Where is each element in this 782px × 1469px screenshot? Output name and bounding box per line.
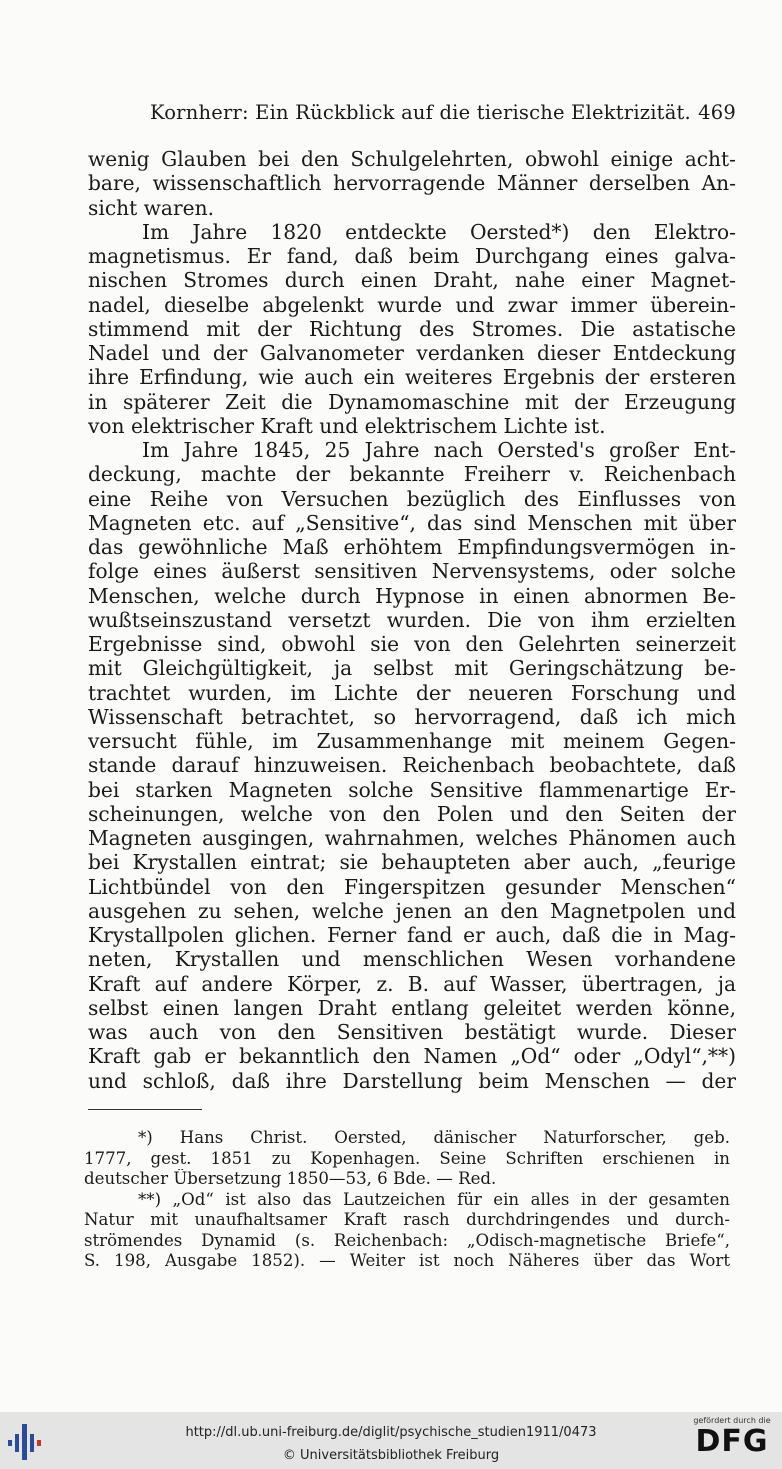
text-line: Menschen, welche durch Hypnose in einen abnormen Be- — [88, 583, 736, 608]
text-line: was auch von den Sensitiven bestätigt wurde. Dieser — [88, 1020, 736, 1044]
text-line: Kraft gab er bekanntlich den Namen „Od“ oder „Odyl“,**) — [88, 1044, 736, 1069]
dfg-logo-text: DFG — [695, 1424, 769, 1459]
footnote-line: Natur mit unaufhaltsamer Kraft rasch durchdringendes und durch- — [84, 1210, 730, 1229]
text-line: scheinungen, welche von den Polen und den Seiten der — [88, 801, 736, 826]
text-line: bare, wissenschaftlich hervorragende Männer derselben An- — [88, 171, 736, 196]
text-line: in späterer Zeit die Dynamomaschine mit der Erzeugung — [88, 389, 736, 414]
dfg-caption: gefördert durch die — [693, 1416, 771, 1425]
text-line: wußtseinszustand versetzt wurden. Die von ihm erzielten — [88, 607, 736, 632]
text-line: Krystallpolen glichen. Ferner fand er auch, daß die in Mag- — [88, 923, 736, 947]
text-line: von elektrischer Kraft und elektrischem Lichte ist. — [88, 413, 606, 438]
text-line: mit Gleichgültigkeit, ja selbst mit Geringschätzung be- — [88, 656, 736, 681]
footnote-line: **) „Od“ ist also das Lautzeichen für ein alles in der gesamten — [138, 1189, 730, 1209]
viewer-footer — [0, 1412, 782, 1469]
text-line: Magneten ausgingen, wahrnahmen, welches Phänomen auch — [88, 826, 736, 850]
text-line: nischen Stromes durch einen Draht, nahe einer Magnet- — [88, 268, 736, 293]
copyright-notice: © Universitätsbibliothek Freiburg — [282, 1448, 500, 1463]
footnotes — [84, 1128, 730, 1272]
text-line: Im Jahre 1845, 25 Jahre nach Oersted's großer Ent- — [142, 438, 736, 462]
text-line: trachtet wurden, im Lichte der neueren Forschung und — [88, 680, 736, 705]
text-line: Nadel und der Galvanometer verdanken dieser Entdeckung — [88, 341, 736, 365]
text-line: wenig Glauben bei den Schulgelehrten, obwohl einige acht- — [88, 147, 736, 171]
page-number: 469 — [698, 101, 736, 124]
text-line: ihre Erfindung, wie auch ein weiteres Ergebnis der ersteren — [88, 365, 736, 390]
running-title: Kornherr: Ein Rückblick auf die tierische Elektrizität. — [150, 101, 691, 124]
text-line: Kraft auf andere Körper, z. B. auf Wasser, übertragen, ja — [88, 971, 736, 996]
text-line: stande darauf hinzuweisen. Reichenbach beobachtete, daß — [88, 753, 736, 778]
text-line: und schloß, daß ihre Darstellung beim Menschen — der — [88, 1068, 736, 1093]
text-line: Magneten etc. auf „Sensitive“, das sind Menschen mit über — [88, 510, 736, 535]
text-line: stimmend mit der Richtung des Stromes. Die astatische — [88, 316, 736, 341]
footnote-divider — [88, 1109, 202, 1110]
text-line: eine Reihe von Versuchen bezüglich des Einflusses von — [88, 486, 736, 511]
footnote-line: *) Hans Christ. Oersted, dänischer Naturforscher, geb. — [138, 1128, 730, 1147]
text-line: ausgehen zu sehen, welche jenen an den Magnetpolen und — [88, 898, 736, 923]
footnote-line: 1777, gest. 1851 zu Kopenhagen. Seine Schriften erschienen in — [84, 1148, 730, 1168]
text-line: das gewöhnliche Maß erhöhtem Empfindungsvermögen in- — [88, 535, 736, 559]
footnote-line: deutscher Übersetzung 1850—53, 6 Bde. — Red. — [84, 1169, 497, 1188]
running-header — [150, 101, 740, 124]
dfg-logo — [692, 1416, 772, 1466]
text-line: sicht waren. — [88, 195, 214, 220]
text-line: Wissenschaft betrachtet, so hervorragend, daß ich mich — [88, 704, 736, 729]
footnote-line: strömendes Dynamid (s. Reichenbach: „Odisch-magnetische Briefe“, — [84, 1230, 730, 1250]
text-line: magnetismus. Er fand, daß beim Durchgang eines galva- — [88, 244, 736, 268]
text-line: Lichtbündel von den Fingerspitzen gesunder Menschen“ — [88, 874, 736, 899]
text-line: Im Jahre 1820 entdeckte Oersted*) den Elektro- — [142, 219, 736, 244]
text-line: neten, Krystallen und menschlichen Wesen vorhandene — [88, 947, 736, 972]
text-line: folge eines äußerst sensitiven Nervensystems, oder solche — [88, 559, 736, 584]
text-line: selbst einen langen Draht entlang geleitet werden könne, — [88, 995, 736, 1020]
text-line: deckung, machte der bekannte Freiherr v. Reichenbach — [88, 462, 736, 487]
permalink-url[interactable]: http://dl.ub.uni-freiburg.de/diglit/psychische_studien1911/0473 — [185, 1425, 597, 1440]
text-line: versucht fühle, im Zusammenhange mit meinem Gegen- — [88, 729, 736, 753]
text-line: nadel, dieselbe abgelenkt wurde und zwar immer überein- — [88, 292, 736, 317]
main-text — [88, 147, 736, 1093]
footnote-line: S. 198, Ausgabe 1852). — Weiter ist noch Näheres über das Wort — [84, 1251, 730, 1270]
text-line: Ergebnisse sind, obwohl sie von den Gelehrten seinerzeit — [88, 632, 736, 656]
text-line: bei starken Magneten solche Sensitive flammenartige Er- — [88, 777, 736, 802]
text-line: bei Krystallen eintrat; sie behaupteten aber auch, „feurige — [88, 850, 736, 875]
